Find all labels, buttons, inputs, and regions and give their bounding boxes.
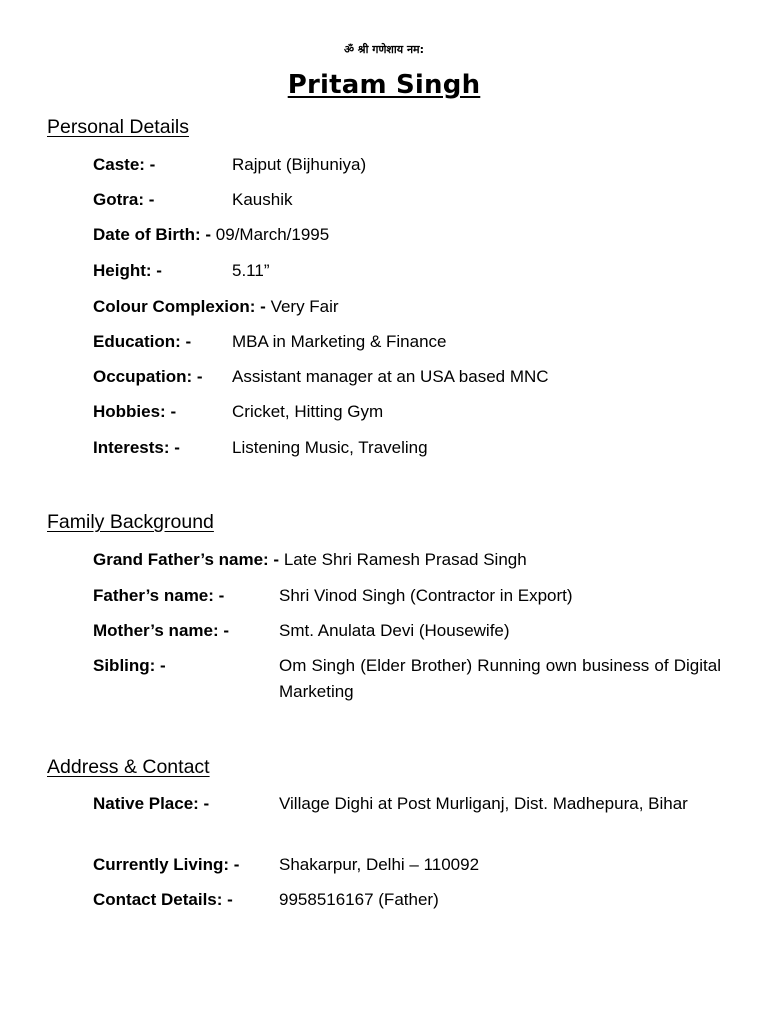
contact-value: 9958516167 (Father): [279, 890, 439, 909]
father-value: Shri Vinod Singh (Contractor in Export): [279, 586, 573, 605]
interests-label: Interests: -: [93, 438, 180, 457]
occupation-label: Occupation: -: [93, 367, 203, 386]
height-label: Height: -: [93, 261, 162, 280]
complexion-label: Colour Complexion: -: [93, 297, 266, 316]
contact-label: Contact Details: -: [93, 890, 233, 909]
hobbies-value: Cricket, Hitting Gym: [232, 402, 384, 421]
address-contact-heading: Address & Contact: [47, 756, 210, 778]
dob-label: Date of Birth: -: [93, 225, 212, 244]
currently-living-label: Currently Living: -: [93, 855, 240, 874]
grandfather-value: Late Shri Ramesh Prasad Singh: [283, 550, 527, 569]
personal-row-occupation: [93, 364, 721, 390]
personal-row-education: [93, 329, 721, 355]
personal-details-heading: Personal Details: [47, 116, 189, 138]
grandfather-label: Grand Father’s name: -: [93, 550, 280, 569]
personal-row-height: [93, 258, 721, 284]
interests-value: Listening Music, Traveling: [232, 438, 428, 457]
father-label: Father’s name: -: [93, 586, 225, 605]
personal-row-hobbies: [93, 399, 721, 425]
hobbies-label: Hobbies: -: [93, 402, 177, 421]
address-row-native-place: [93, 791, 721, 817]
dob-value: 09/March/1995: [215, 225, 330, 244]
personal-row-gotra: [93, 187, 721, 213]
personal-row-complexion: [93, 294, 721, 320]
complexion-value: Very Fair: [270, 297, 339, 316]
native-place-value: Village Dighi at Post Murliganj, Dist. Madhepura, Bihar: [279, 794, 688, 813]
native-place-label: Native Place: -: [93, 794, 210, 813]
sibling-label: Sibling: -: [93, 656, 166, 675]
currently-living-value: Shakarpur, Delhi – 110092: [279, 855, 480, 874]
personal-row-interests: [93, 435, 721, 461]
education-label: Education: -: [93, 332, 192, 351]
address-row-contact: [93, 887, 721, 913]
invocation-text: ॐ श्री गणेशाय नम:: [343, 43, 425, 56]
caste-label: Caste: -: [93, 155, 156, 174]
gotra-label: Gotra: -: [93, 190, 155, 209]
family-row-sibling: [93, 653, 721, 701]
family-row-mother: [93, 618, 721, 644]
education-value: MBA in Marketing & Finance: [232, 332, 447, 351]
family-background-heading: Family Background: [47, 511, 214, 533]
candidate-name: Pritam Singh: [287, 70, 481, 100]
occupation-value: Assistant manager at an USA based MNC: [232, 367, 549, 386]
family-row-grandfather: [93, 547, 721, 573]
caste-value: Rajput (Bijhuniya): [232, 155, 367, 174]
gotra-value: Kaushik: [232, 190, 293, 209]
address-row-currently-living: [93, 852, 721, 878]
mother-value: Smt. Anulata Devi (Housewife): [279, 621, 510, 640]
height-value: 5.11”: [232, 261, 270, 280]
personal-row-caste: [93, 152, 721, 178]
personal-row-dob: [93, 222, 721, 248]
family-row-father: [93, 583, 721, 609]
mother-label: Mother’s name: -: [93, 621, 230, 640]
sibling-value: Om Singh (Elder Brother) Running own business of Digital Marketing: [279, 656, 721, 701]
